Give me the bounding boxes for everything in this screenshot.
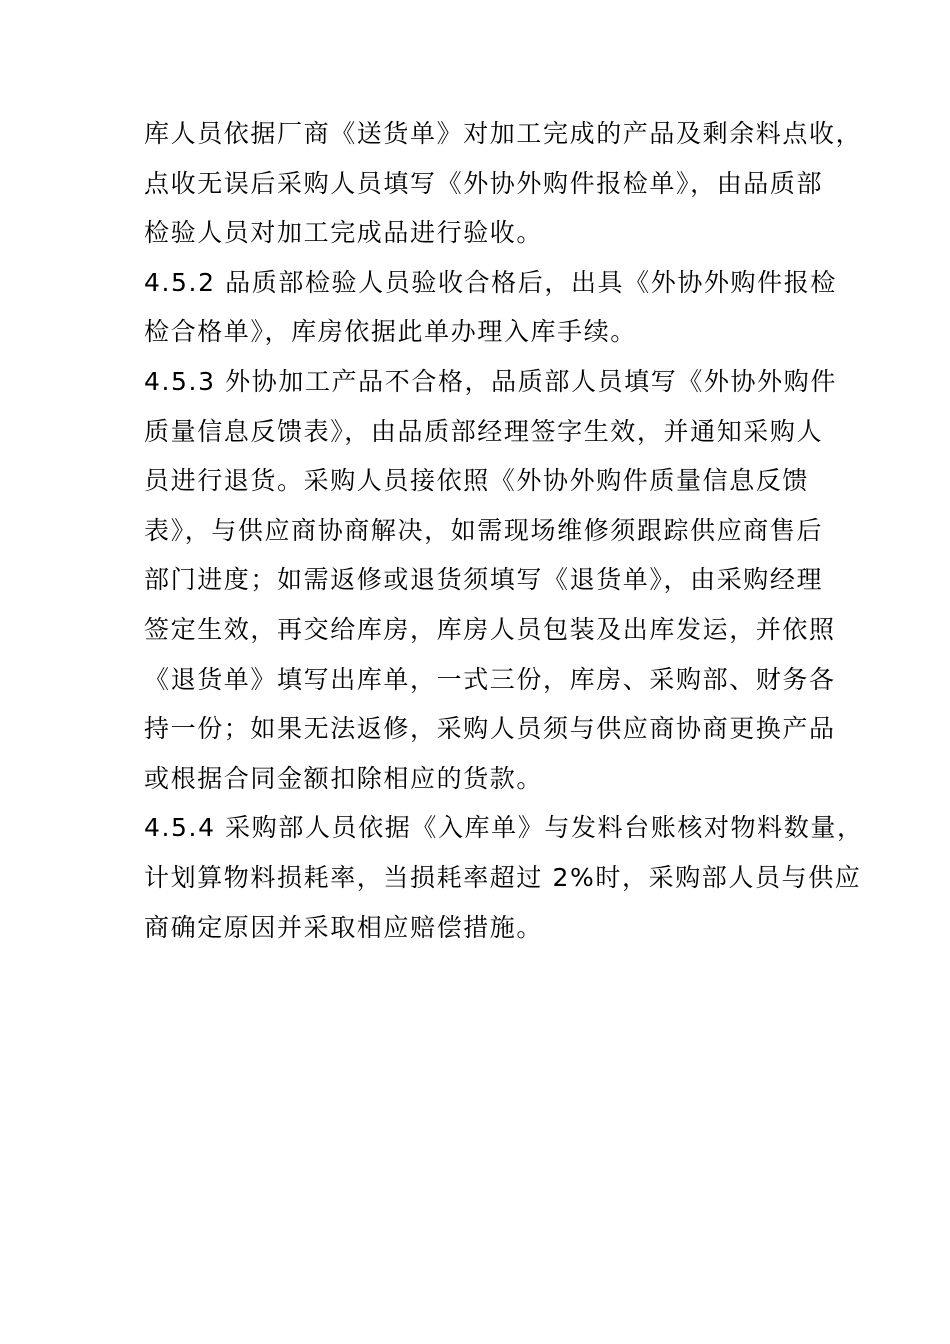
text-line-5: 检合格单》，库房依据此单办理入库手续。	[144, 317, 637, 347]
text-line-14: 或根据合同金额扣除相应的货款。	[144, 763, 544, 793]
text-line-3: 检验人员对加工完成品进行验收。	[144, 218, 544, 248]
text-line-16: 计划算物料损耗率，当损耗率超过 2%时，采购部人员与供应	[144, 862, 862, 892]
text-line-11: 签定生效，再交给库房，库房人员包装及出库发运，并依照	[144, 614, 836, 644]
text-line-12: 《退货单》填写出库单，一式三份，库房、采购部、财务各	[144, 664, 836, 694]
text-line-6: 4.5.3 外协加工产品不合格，品质部人员填写《外协外购件	[144, 366, 837, 396]
document-body	[144, 109, 864, 952]
text-line-2: 点收无误后采购人员填写《外协外购件报检单》，由品质部	[144, 168, 824, 198]
text-line-13: 持一份；如果无法返修，采购人员须与供应商协商更换产品	[144, 714, 836, 744]
text-line-9: 表》，与供应商协商解决，如需现场维修须跟踪供应商售后	[144, 515, 824, 545]
text-line-10: 部门进度；如需返修或退货须填写《退货单》，由采购经理	[144, 565, 824, 595]
text-line-1: 库人员依据厂商《送货单》对加工完成的产品及剩余料点收，	[144, 119, 863, 148]
text-line-17: 商确定原因并采取相应赔偿措施。	[144, 912, 544, 942]
text-line-15: 4.5.4 采购部人员依据《入库单》与发料台账核对物料数量，	[144, 813, 864, 843]
text-line-8: 员进行退货。采购人员接依照《外协外购件质量信息反馈	[144, 466, 810, 496]
text-line-4: 4.5.2 品质部检验人员验收合格后，出具《外协外购件报检	[144, 267, 837, 297]
text-line-7: 质量信息反馈表》，由品质部经理签字生效，并通知采购人	[144, 416, 824, 446]
